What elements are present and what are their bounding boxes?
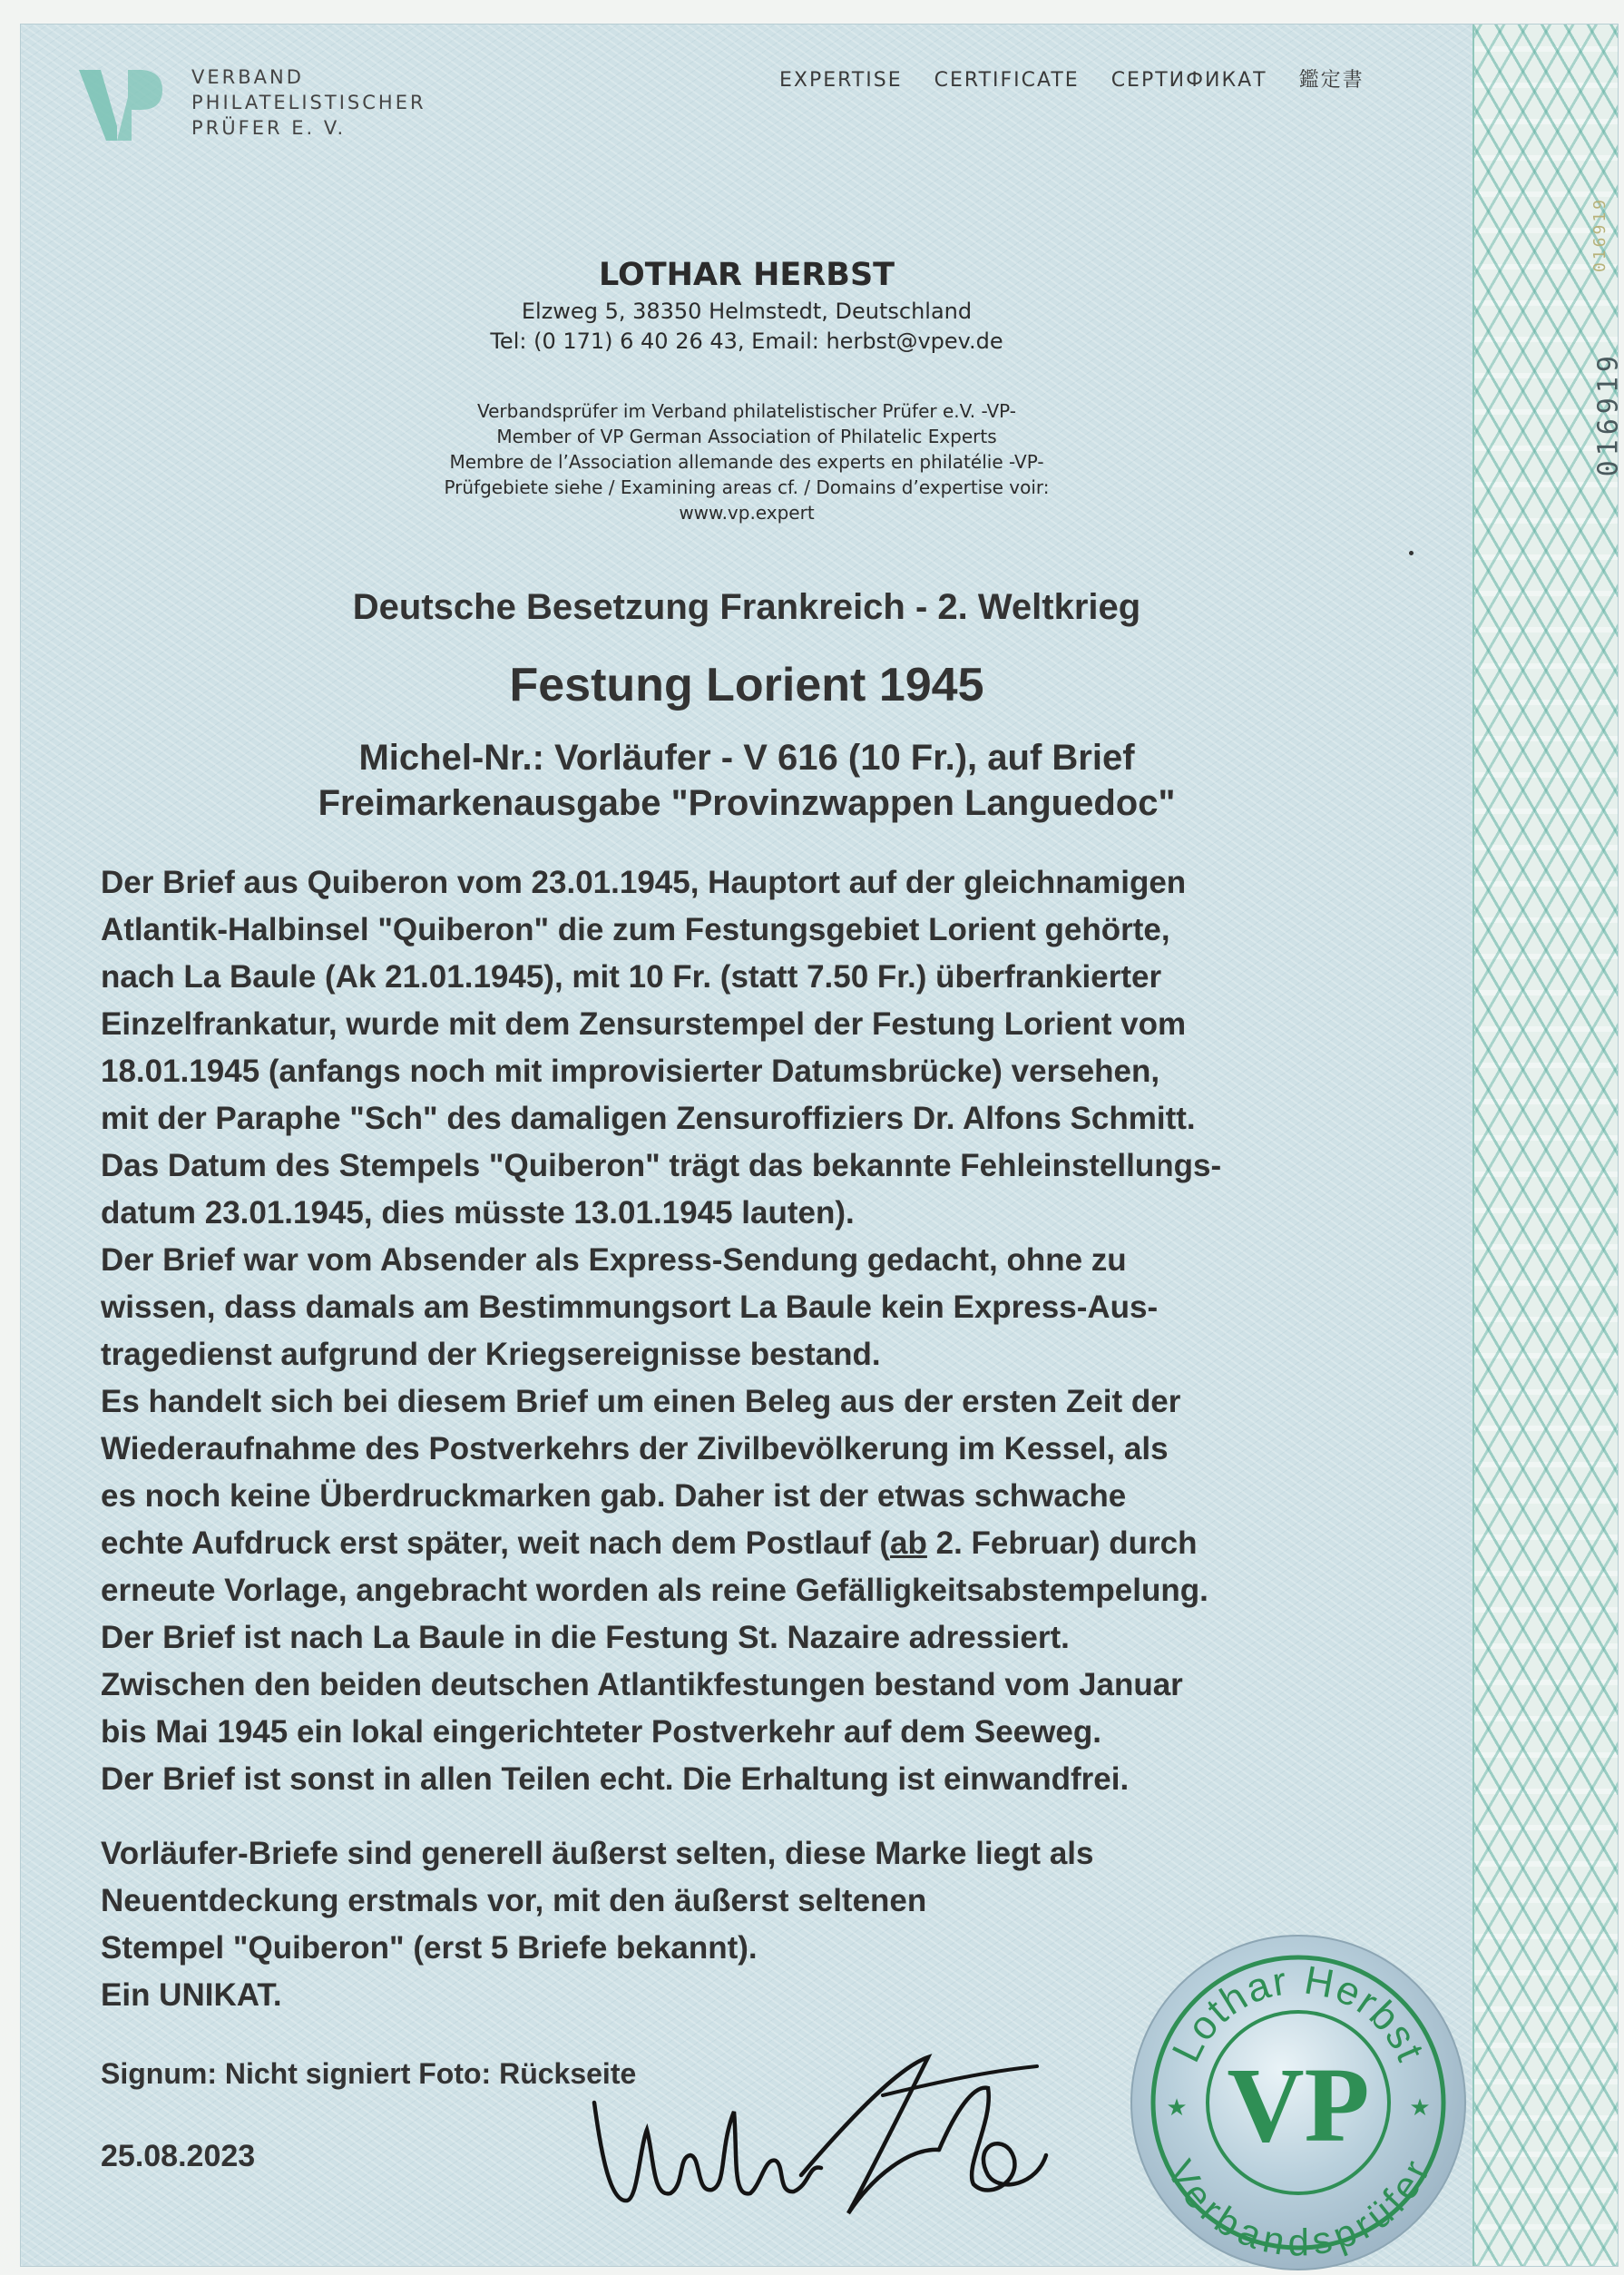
body-line-part: 2. Februar) durch: [926, 1525, 1198, 1561]
certificate-title-4: Freimarkenausgabe "Provinzwappen Languedoc": [318, 783, 1176, 823]
vp-logo-icon: [75, 61, 166, 152]
closing-line: Vorläufer-Briefe sind generell äußerst selten, diese Marke liegt als: [101, 1836, 1094, 1871]
body-line: 18.01.1945 (anfangs noch mit improvisierter Datumsbrücke) versehen,: [101, 1054, 1160, 1089]
association-line: PHILATELISTISCHER: [191, 92, 426, 113]
faint-serial-number: 016919: [1590, 197, 1609, 273]
body-line: nach La Baule (Ak 21.01.1945), mit 10 Fr. (statt 7.50 Fr.) überfrankierter: [101, 959, 1162, 995]
body-line: Der Brief ist nach La Baule in die Festung St. Nazaire adressiert.: [101, 1620, 1070, 1655]
body-line: [101, 1520, 1480, 1567]
association-line: VERBAND: [191, 66, 304, 88]
expert-address: Elzweg 5, 38350 Helmstedt, Deutschland: [521, 299, 973, 324]
cert-word: CERTIFICATE: [934, 69, 1080, 92]
membership-line: Prüfgebiete siehe / Examining areas cf. / Domains d’expertise voir:: [444, 476, 1050, 498]
certificate-title-1: Deutsche Besetzung Frankreich - 2. Weltkrieg: [352, 587, 1141, 627]
svg-text:★: ★: [1166, 2094, 1188, 2122]
body-line: Das Datum des Stempels "Quiberon" trägt das bekannte Fehleinstellungs-: [101, 1148, 1222, 1183]
body-line: mit der Paraphe "Sch" des damaligen Zensuroffiziers Dr. Alfons Schmitt.: [101, 1101, 1196, 1136]
body-line: erneute Vorlage, angebracht worden als reine Gefälligkeitsabstempelung.: [101, 1573, 1208, 1608]
body-line: bis Mai 1945 ein lokal eingerichteter Postverkehr auf dem Seeweg.: [101, 1714, 1101, 1750]
certificate-date: 25.08.2023: [101, 2139, 256, 2173]
handwritten-signature: [583, 2048, 1055, 2221]
body-line-part: echte Aufdruck erst später, weit nach dem Postlauf (: [101, 1525, 891, 1561]
body-line: Der Brief aus Quiberon vom 23.01.1945, Hauptort auf der gleichnamigen: [101, 865, 1187, 900]
body-line: Es handelt sich bei diesem Brief um einen Beleg aus der ersten Zeit der: [101, 1384, 1181, 1419]
dot-mark: [1409, 551, 1414, 555]
body-line: Zwischen den beiden deutschen Atlantikfestungen bestand vom Januar: [101, 1667, 1183, 1702]
body-line: wissen, dass damals am Bestimmungsort La Baule kein Express-Aus-: [101, 1289, 1159, 1325]
membership-line: Verbandsprüfer im Verband philatelistischer Prüfer e.V. -VP-: [476, 400, 1017, 422]
verband-seal-icon: [1126, 1930, 1471, 2275]
association-name: [191, 64, 426, 141]
closing-line: Neuentdeckung erstmals vor, mit den äußerst seltenen: [101, 1883, 927, 1918]
certificate-title-2: Festung Lorient 1945: [509, 659, 984, 711]
svg-text:★: ★: [1409, 2094, 1431, 2122]
body-line: es noch keine Überdruckmarken gab. Daher ist der etwas schwache: [101, 1478, 1127, 1514]
expert-contact: Tel: (0 171) 6 40 26 43, Email: herbst@vpev.de: [490, 329, 1003, 354]
svg-text:VP: VP: [1227, 2045, 1370, 2164]
svg-text:Verbandsprüfer: Verbandsprüfer: [1159, 2152, 1438, 2264]
body-line: tragedienst aufgrund der Kriegsereignisse bestand.: [101, 1337, 881, 1372]
cert-word: EXPERTISE: [779, 69, 903, 92]
body-line: datum 23.01.1945, dies müsste 13.01.1945 lauten).: [101, 1195, 855, 1231]
closing-line: Ein UNIKAT.: [101, 1977, 282, 2013]
serial-number: 016919: [1592, 351, 1624, 477]
cert-word: СЕРТИФИКАТ: [1110, 69, 1267, 92]
body-line: Wiederaufnahme des Postverkehrs der Zivilbevölkerung im Kessel, als: [101, 1431, 1169, 1466]
membership-line: Membre de l’Association allemande des experts en philatélie -VP-: [449, 451, 1044, 473]
body-line: Der Brief war vom Absender als Express-Sendung gedacht, ohne zu: [101, 1242, 1127, 1278]
certificate-title-3: Michel-Nr.: Vorläufer - V 616 (10 Fr.), auf Brief: [358, 738, 1135, 778]
body-line: Einzelfrankatur, wurde mit dem Zensurstempel der Festung Lorient vom: [101, 1006, 1187, 1042]
body-line: Der Brief ist sonst in allen Teilen echt. Die Erhaltung ist einwandfrei.: [101, 1761, 1130, 1797]
website-link[interactable]: www.vp.expert: [679, 502, 815, 524]
membership-line: Member of VP German Association of Philatelic Experts: [496, 426, 997, 447]
certificate-sheet: [20, 24, 1624, 2267]
body-line: Atlantik-Halbinsel "Quiberon" die zum Festungsgebiet Lorient gehörte,: [101, 912, 1170, 947]
closing-line: Stempel "Quiberon" (erst 5 Briefe bekannt).: [101, 1930, 758, 1966]
underlined-word: ab: [890, 1525, 927, 1561]
certificate-closing: [101, 1830, 1099, 2019]
certificate-body: [101, 859, 1480, 1803]
expert-name: LOTHAR HERBST: [598, 257, 895, 293]
association-line: PRÜFER E. V.: [191, 117, 347, 139]
cert-word: 鑑定書: [1298, 69, 1365, 92]
certificate-heading: [779, 64, 1388, 93]
svg-text:Lothar Herbst: Lothar Herbst: [1163, 1957, 1433, 2069]
signum-line: Signum: Nicht signiert Foto: Rückseite: [101, 2057, 637, 2090]
